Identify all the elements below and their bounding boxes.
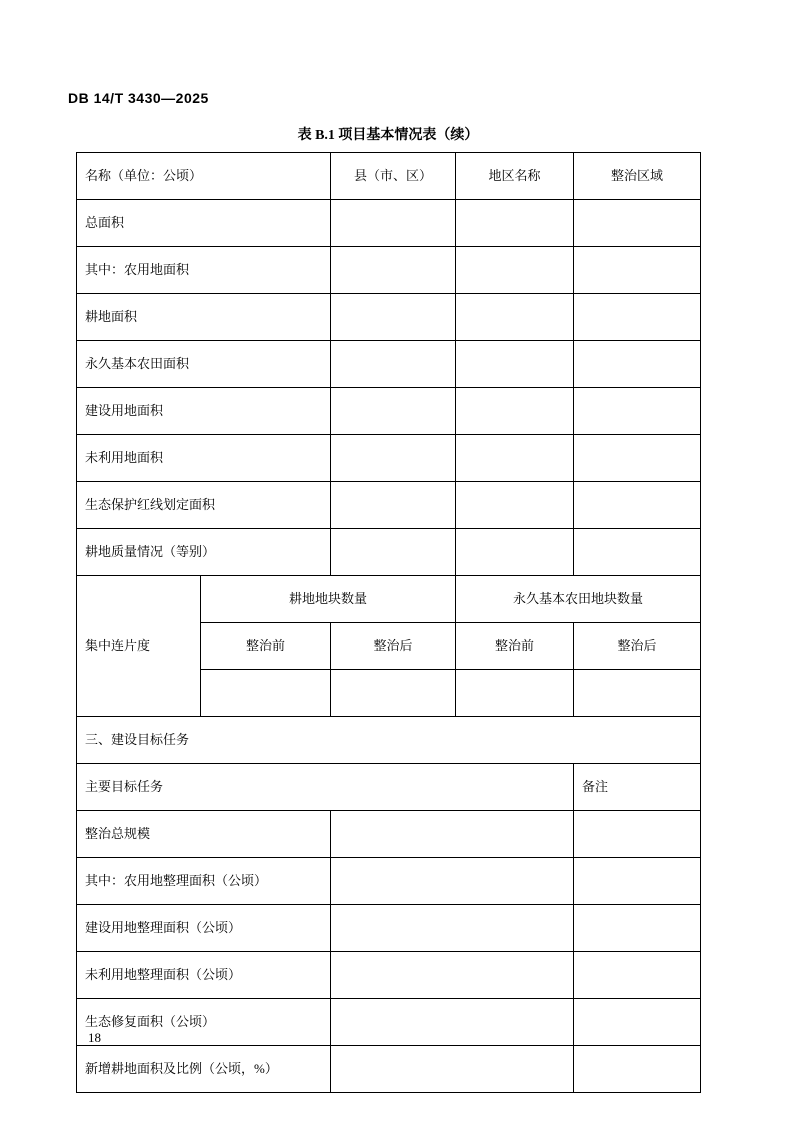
empty-cell <box>331 670 456 717</box>
subheader-before-1: 整治前 <box>201 623 331 670</box>
table-row <box>77 999 701 1046</box>
table-row <box>77 482 701 529</box>
empty-cell <box>331 1046 574 1093</box>
table-row <box>77 435 701 482</box>
table-row <box>77 905 701 952</box>
header-main-tasks: 主要目标任务 <box>77 764 574 811</box>
table-row <box>77 1046 701 1093</box>
row-label-permanent-farmland: 永久基本农田面积 <box>77 341 331 388</box>
empty-cell <box>331 858 574 905</box>
header-name-unit: 名称（单位：公顷） <box>77 153 331 200</box>
empty-cell <box>574 529 701 576</box>
empty-cell <box>331 952 574 999</box>
row-label-unused-consolidation: 未利用地整理面积（公顷） <box>77 952 331 999</box>
row-label-agricultural-land: 其中：农用地面积 <box>77 247 331 294</box>
table-row <box>77 952 701 999</box>
empty-cell <box>331 905 574 952</box>
row-label-agri-consolidation: 其中：农用地整理面积（公顷） <box>77 858 331 905</box>
empty-cell <box>574 952 701 999</box>
row-label-total-area: 总面积 <box>77 200 331 247</box>
row-label-cultivated-land: 耕地面积 <box>77 294 331 341</box>
table-row <box>77 341 701 388</box>
table-row <box>77 200 701 247</box>
empty-cell <box>574 388 701 435</box>
empty-cell <box>456 200 574 247</box>
empty-cell <box>574 858 701 905</box>
subheader-after-2: 整治后 <box>574 623 701 670</box>
empty-cell <box>574 811 701 858</box>
empty-cell <box>574 1046 701 1093</box>
empty-cell <box>456 388 574 435</box>
row-label-construction-land: 建设用地面积 <box>77 388 331 435</box>
empty-cell <box>456 247 574 294</box>
section-title-goals: 三、建设目标任务 <box>77 717 701 764</box>
table-row <box>77 576 701 623</box>
table-row <box>77 153 701 200</box>
empty-cell <box>456 435 574 482</box>
empty-cell <box>456 529 574 576</box>
header-permanent-plots: 永久基本农田地块数量 <box>456 576 701 623</box>
empty-cell <box>574 905 701 952</box>
empty-cell <box>574 294 701 341</box>
row-label-concentration: 集中连片度 <box>77 576 201 717</box>
table-row <box>77 388 701 435</box>
row-label-ecological-redline: 生态保护红线划定面积 <box>77 482 331 529</box>
row-label-unused-land: 未利用地面积 <box>77 435 331 482</box>
header-cultivated-plots: 耕地地块数量 <box>201 576 456 623</box>
table-row <box>77 764 701 811</box>
row-label-construction-consolidation: 建设用地整理面积（公顷） <box>77 905 331 952</box>
row-label-new-cultivated: 新增耕地面积及比例（公顷，%） <box>77 1046 331 1093</box>
header-notes: 备注 <box>574 764 701 811</box>
row-label-ecological-restoration: 生态修复面积（公顷） <box>77 999 331 1046</box>
empty-cell <box>331 200 456 247</box>
table-row <box>77 717 701 764</box>
empty-cell <box>574 247 701 294</box>
table-row <box>77 529 701 576</box>
table-row <box>77 811 701 858</box>
empty-cell <box>574 435 701 482</box>
empty-cell <box>574 341 701 388</box>
empty-cell <box>331 482 456 529</box>
doc-code: DB 14/T 3430—2025 <box>68 90 209 106</box>
empty-cell <box>574 670 701 717</box>
empty-cell <box>331 388 456 435</box>
empty-cell <box>201 670 331 717</box>
empty-cell <box>456 670 574 717</box>
empty-cell <box>574 482 701 529</box>
empty-cell <box>331 247 456 294</box>
header-area-name: 地区名称 <box>456 153 574 200</box>
empty-cell <box>331 294 456 341</box>
table-title: 表 B.1 项目基本情况表（续） <box>297 128 479 143</box>
empty-cell <box>456 482 574 529</box>
table-row <box>77 247 701 294</box>
empty-cell <box>574 999 701 1046</box>
header-county: 县（市、区） <box>331 153 456 200</box>
subheader-before-2: 整治前 <box>456 623 574 670</box>
empty-cell <box>331 341 456 388</box>
subheader-after-1: 整治后 <box>331 623 456 670</box>
table-row <box>77 858 701 905</box>
empty-cell <box>331 999 574 1046</box>
empty-cell <box>574 200 701 247</box>
empty-cell <box>331 811 574 858</box>
header-region: 整治区域 <box>574 153 701 200</box>
empty-cell <box>331 529 456 576</box>
project-info-table <box>76 152 701 1093</box>
empty-cell <box>331 435 456 482</box>
row-label-land-quality: 耕地质量情况（等别） <box>77 529 331 576</box>
empty-cell <box>456 341 574 388</box>
row-label-total-scale: 整治总规模 <box>77 811 331 858</box>
table-row <box>77 294 701 341</box>
page-number: 18 <box>88 1030 101 1045</box>
empty-cell <box>456 294 574 341</box>
